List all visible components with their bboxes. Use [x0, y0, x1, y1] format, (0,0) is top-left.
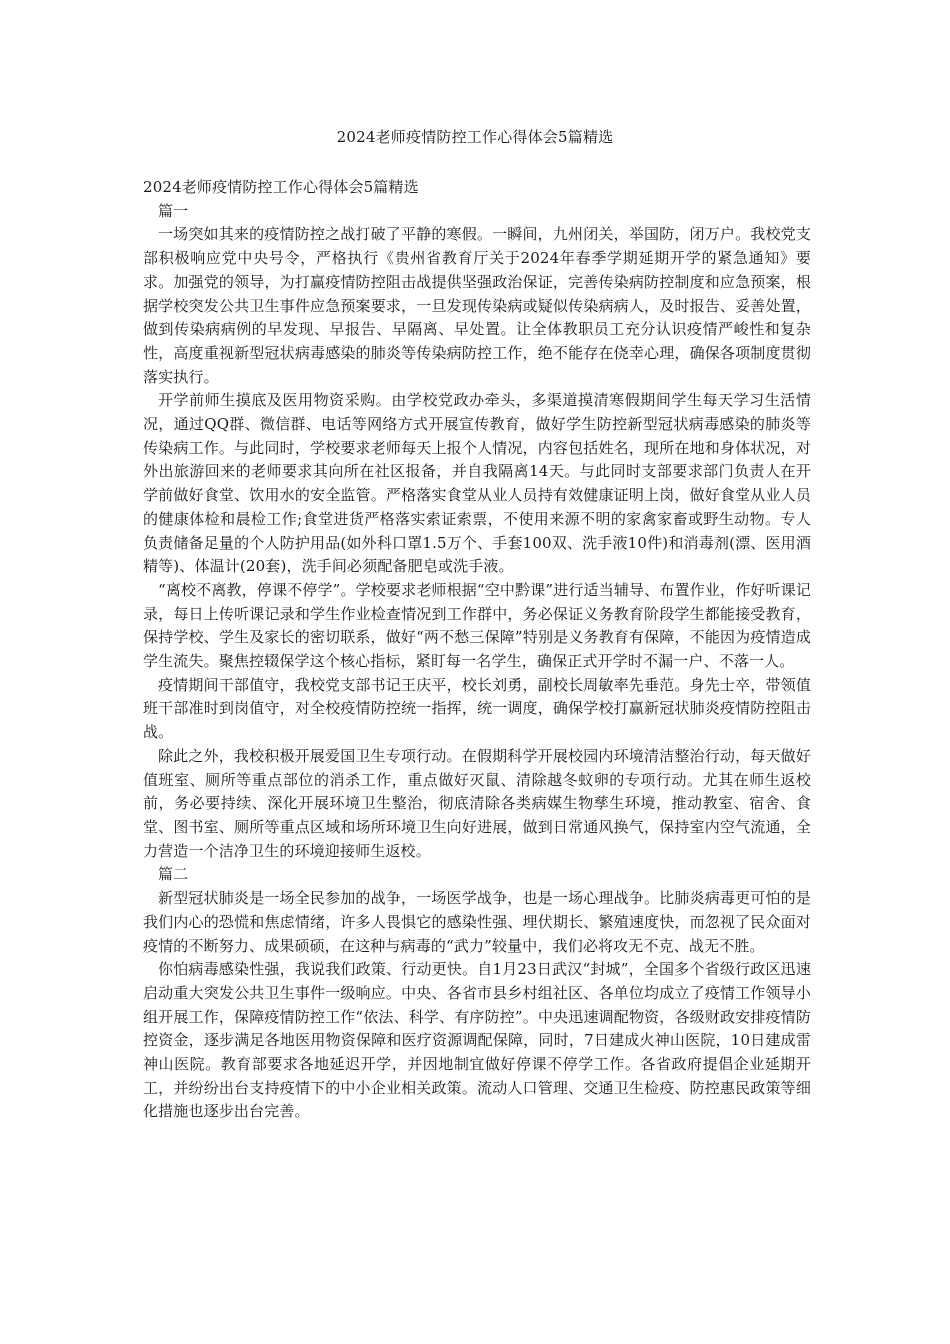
- section-label: 篇一: [158, 201, 189, 220]
- paragraph: 一场突如其来的疫情防控之战打破了平静的寒假。一瞬间，九州闭关，举国防，闭万户。我校党支部积极响应党中央号令，严格执行《贵州省教育厅关于2024年春季学期延期开学的紧急通知》要求。加强党的领导，为打赢疫情防控阻击战提供坚强政治保证，完善传染病防控制度和应急预案，根据学校突发公共卫生事件应急预案要求，一旦发现传染病或疑似传染病病人，及时报告、妥善处置，做到传染病病例的早发现、早报告、早隔离、早处置。让全体教职员工充分认识疫情严峻性和复杂性，高度重视新型冠状病毒感染的肺炎等传染病防控工作，绝不能存在侥幸心理，确保各项制度贯彻落实执行。: [143, 225, 811, 386]
- paragraph: 新型冠状肺炎是一场全民参加的战争，一场医学战争，也是一场心理战争。比肺炎病毒更可怕的是我们内心的恐慌和焦虑情绪，许多人畏惧它的感染性强、埋伏期长、繁殖速度快，而忽视了民众面对疫情的不断努力、成果硕硕，在这种与病毒的“武力”较量中，我们必将攻无不克、战无不胜。: [143, 889, 811, 955]
- document-subtitle: 2024老师疫情防控工作心得体会5篇精选: [143, 178, 419, 196]
- paragraph: 疫情期间干部值守，我校党支部书记王庆平，校长刘勇，副校长周敏率先垂范。身先士卒，带领值班干部准时到岗值守，对全校疫情防控统一指挥，统一调度，确保学校打赢新冠状肺炎疫情防控阻击战。: [143, 675, 811, 742]
- paragraph: 你怕病毒感染性强，我说我们政策、行动更快。自1月23日武汉“封城”，全国多个省级行政区迅速启动重大突发公共卫生事件一级响应。中央、各省市县乡村组社区、各单位均成立了疫情工作领导小组开展工作，保障疫情防控工作“依法、科学、有序防控”。中央迅速调配物资，各级财政安排疫情防控资金，逐步满足各地医用物资保障和医疗资源调配保障，同时，7日建成火神山医院，10日建成雷神山医院。教育部要求各地延迟开学，并因地制宜做好停课不停学工作。各省政府提倡企业延期开工，并纷纷出台支持疫情下的中小企业相关政策。流动人口管理、交通卫生检疫、防控惠民政策等细化措施也逐步出台完善。: [143, 960, 811, 1121]
- section-label: 篇二: [158, 865, 189, 884]
- document-title: 2024老师疫情防控工作心得体会5篇精选: [336, 128, 614, 146]
- paragraph: 开学前师生摸底及医用物资采购。由学校党政办牵头，多渠道摸清寒假期间学生每天学习生活情况，通过QQ群、微信群、电话等网络方式开展宣传教育，做好学生防控新型冠状病毒感染的肺炎等传染病工作。与此同时，学校要求老师每天上报个人情况，内容包括姓名，现所在地和身体状况，对外出旅游回来的老师要求其向所在社区报备，并自我隔离14天。与此同时支部要求部门负责人在开学前做好食堂、饮用水的安全监管。严格落实食堂从业人员持有效健康证明上岗，做好食堂从业人员的健康体检和晨检工作;食堂进货严格落实索证索票，不使用来源不明的家禽家畜或野生动物。专人负责储备足量的个人防护用品(如外科口罩1.5万个、手套100双、洗手液10件)和消毒剂(漂、医用酒精等)、体温计(20套)，洗手间必须配备肥皂或洗手液。: [143, 391, 811, 576]
- paragraph: 除此之外，我校积极开展爱国卫生专项行动。在假期科学开展校园内环境清洁整治行动，每天做好值班室、厕所等重点部位的消杀工作，重点做好灭鼠、清除越冬蚊卵的专项行动。尤其在师生返校前，务必要持续、深化开展环境卫生整治，彻底清除各类病媒生物孳生环境，推动教室、宿舍、食堂、图书室、厕所等重点区域和场所环境卫生向好进展，做到日常通风换气，保持室内空气流通，全力营造一个洁净卫生的环境迎接师生返校。: [143, 746, 811, 860]
- paragraph: “离校不离教，停课不停学”。学校要求老师根据“空中黔课”进行适当辅导、布置作业，作好听课记录，每日上传听课记录和学生作业检查情况到工作群中，务必保证义务教育阶段学生都能接受教育，保持学校、学生及家长的密切联系，做好“两不愁三保障”特别是义务教育有保障，不能因为疫情造成学生流失。聚焦控辍保学这个核心指标，紧盯每一名学生，确保正式开学时不漏一户、不落一人。: [143, 580, 811, 671]
- document-body: [143, 176, 811, 1124]
